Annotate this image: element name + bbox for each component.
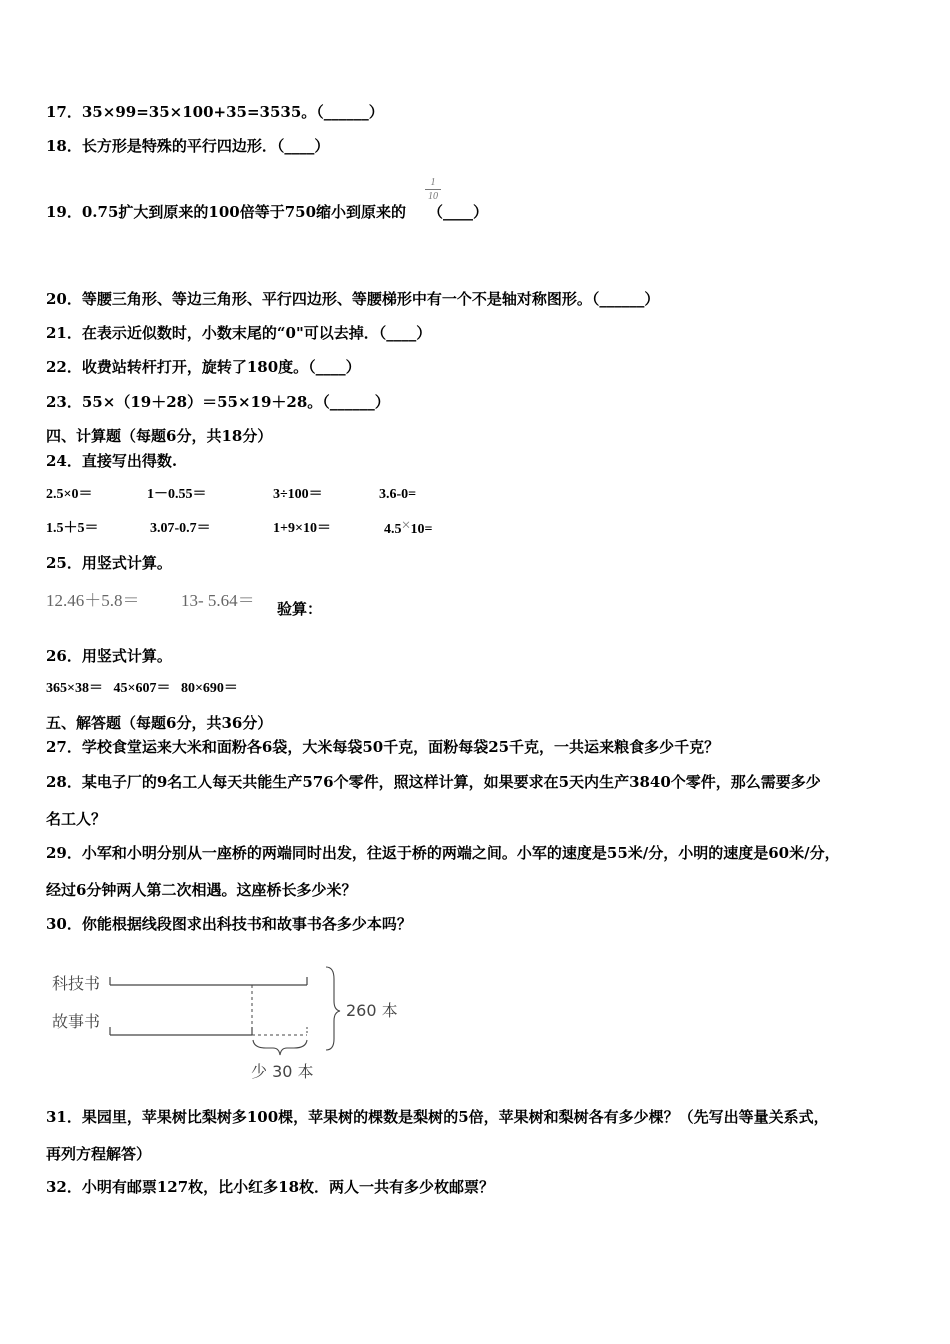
label-science-books: 科技书	[52, 974, 101, 993]
segment-diagram	[40, 955, 460, 1095]
question-22: 22．收费站转杆打开，旋转了180度。（____）	[46, 358, 361, 376]
calc-r2-c4	[384, 519, 433, 540]
question-19	[46, 202, 488, 222]
calc-r2-c1: 1.5＋5＝	[46, 521, 99, 536]
total-label: 260 本	[346, 1001, 398, 1020]
fraction-numerator: 1	[430, 177, 436, 188]
question-31-line-2: 再列方程解答）	[46, 1145, 152, 1163]
fraction-one-tenth	[425, 177, 441, 202]
question-27: 27．学校食堂运来大米和面粉各6袋，大米每袋50千克，面粉每袋25千克，一共运来粮食多少千克？	[46, 738, 720, 756]
question-29-line-2: 经过6分钟两人第二次相遇。这座桥长多少米？	[46, 881, 357, 899]
calc-r2-c2: 3.07-0.7＝	[150, 521, 211, 536]
question-19-text: 19．0.75扩大到原来的100倍等于750缩小到原来的	[46, 203, 407, 221]
question-24: 24．直接写出得数.	[46, 452, 178, 470]
calc-r1-c2: 1－0.55＝	[147, 487, 207, 502]
difference-brace	[253, 1040, 307, 1055]
difference-label: 少 30 本	[251, 1062, 314, 1081]
question-25: 25．用竖式计算。	[46, 554, 172, 572]
question-26-expressions: 365×38＝ 45×607＝ 80×690＝	[46, 681, 238, 696]
question-29-line-1: 29．小军和小明分别从一座桥的两端同时出发，往返于桥的两端之间。小军的速度是55米/分，小明的速度是60米/分，	[46, 844, 840, 862]
calc-r2-c3: 1+9×10＝	[273, 521, 331, 536]
question-30: 30．你能根据线段图求出科技书和故事书各多少本吗？	[46, 915, 412, 933]
multiply-sign-icon: ×	[401, 517, 411, 534]
question-32: 32．小明有邮票127枚，比小红多18枚．两人一共有多少枚邮票？	[46, 1178, 495, 1196]
question-23: 23．55×（19＋28）＝55×19＋28。（______）	[46, 393, 390, 411]
calc-r1-c3: 3÷100＝	[273, 487, 323, 502]
section-4-title: 四、计算题（每题6分，共18分）	[46, 427, 273, 445]
question-31-line-1: 31．果园里，苹果树比梨树多100棵，苹果树的棵数是梨树的5倍，苹果树和梨树各有多少棵？（先写出等量关系式，	[46, 1108, 829, 1126]
question-26: 26．用竖式计算。	[46, 647, 172, 665]
calc-r2-c4-right: 10=	[410, 522, 433, 537]
fraction-denominator: 10	[428, 191, 438, 202]
question-18: 18．长方形是特殊的平行四边形．（____）	[46, 137, 330, 155]
question-17: 17．35×99=35×100+35=3535。（______）	[46, 103, 384, 121]
vertical-calc-expr-2: 13- 5.64＝	[181, 591, 255, 610]
question-20: 20．等腰三角形、等边三角形、平行四边形、等腰梯形中有一个不是轴对称图形。（______）	[46, 290, 660, 308]
vertical-calc-expr-1: 12.46＋5.8＝	[46, 591, 140, 610]
calc-r2-c4-left: 4.5	[384, 522, 402, 537]
calc-r1-c1: 2.5×0＝	[46, 487, 93, 502]
section-5-title: 五、解答题（每题6分，共36分）	[46, 714, 273, 732]
question-28-line-2: 名工人？	[46, 810, 107, 828]
question-19-blank: （____）	[428, 203, 489, 221]
label-story-books: 故事书	[52, 1012, 101, 1031]
check-label: 验算：	[277, 602, 323, 618]
calc-r1-c4: 3.6-0=	[379, 487, 417, 502]
total-brace	[326, 967, 340, 1050]
question-28-line-1: 28．某电子厂的9名工人每天共能生产576个零件，照这样计算，如果要求在5天内生产3840个零件，那么需要多少	[46, 773, 821, 791]
question-21: 21．在表示近似数时，小数末尾的“0"可以去掉．（____）	[46, 324, 432, 342]
